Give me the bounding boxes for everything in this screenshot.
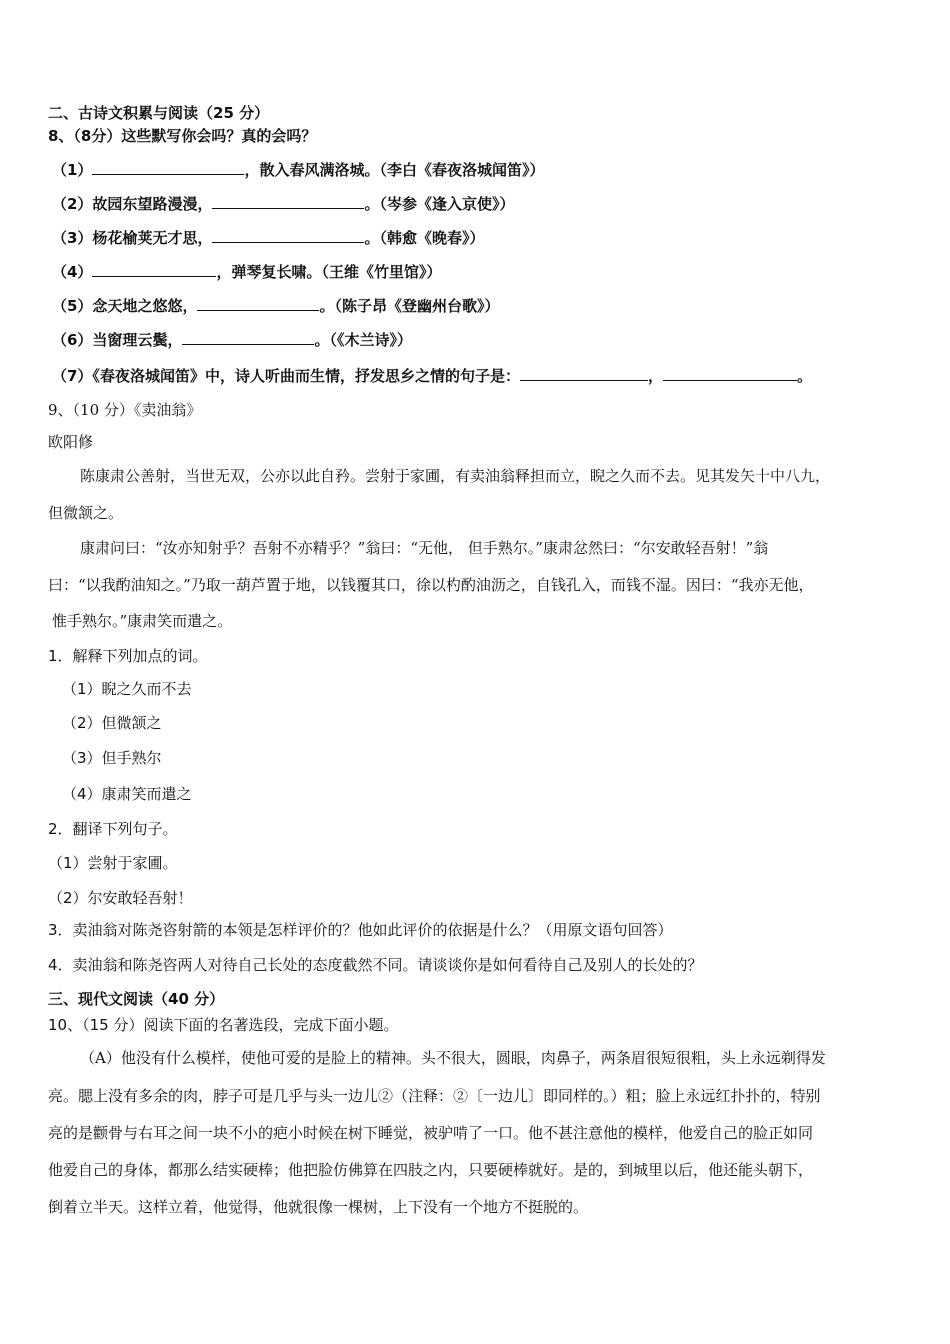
answer-blank[interactable] [92,262,216,277]
passage-paragraph-2-line-1: 康肃问曰：“汝亦知射乎？吾射不亦精乎？”翁曰：“无他， 但手熟尔。”康肃忿然曰：“尔安敢轻吾射！”翁 [80,539,769,557]
q8-item-6-post: 。（《木兰诗》） [314,331,412,349]
q8-item-6-pre: （6）当窗理云鬓， [52,331,183,349]
q9-subquestion-4: 4．卖油翁和陈尧咨两人对待自己长处的态度截然不同。请谈谈你是如何看待自己及别人的长处的？ [48,956,703,974]
answer-blank[interactable] [212,228,364,243]
excerpt-line-1: （A）他没有什么模样，使他可爱的是脸上的精神。头不很大，圆眼，肉鼻子，两条眉很短很粗，头上永远剃得发 [80,1049,826,1067]
q8-item-6 [52,330,412,350]
passage-paragraph-1-line-2: 但微颔之。 [48,504,124,522]
answer-blank[interactable] [663,366,797,381]
q8-item-4-pre: （4） [52,263,93,281]
q8-item-3-pre: （3）杨花榆荚无才思， [52,229,213,247]
q8-item-7-mid: ， [647,367,663,385]
section-3-heading: 三、现代文阅读（40 分） [48,990,225,1008]
excerpt-line-5: 倒着立半天。这样立着，他觉得，他就很像一棵树，上下没有一个地方不挺脱的。 [48,1198,589,1216]
q8-item-2-post: 。（岑参《逢入京使》） [364,195,515,213]
passage-paragraph-1-line-1: 陈康肃公善射，当世无双，公亦以此自矜。尝射于家圃，有卖油翁释担而立，睨之久而不去。见其发矢十中八九， [80,467,831,485]
q9-subquestion-1: 1．解释下列加点的词。 [48,647,208,665]
section-2-heading: 二、古诗文积累与阅读（25 分） [48,104,270,122]
answer-blank[interactable] [212,194,364,209]
q8-item-3-post: 。（韩愈《晚春》） [364,229,485,247]
q9-sub1-item-3: （3）但手熟尔 [62,749,162,767]
q9-subquestion-3: 3．卖油翁对陈尧咨射箭的本领是怎样评价的？他如此评价的依据是什么？（用原文语句回答） [48,921,673,939]
q8-item-4 [52,262,441,282]
q9-subquestion-2: 2．翻译下列句子。 [48,820,178,838]
excerpt-line-4: 他爱自己的身体，都那么结实硬棒；他把脸仿佛算在四肢之内，只要硬棒就好。是的，到城里以后，他还能头朝下， [48,1161,814,1179]
q9-sub1-item-1: （1）睨之久而不去 [62,680,192,698]
answer-blank[interactable] [182,330,314,345]
answer-blank[interactable] [520,366,648,381]
passage-author: 欧阳修 [48,433,94,451]
q9-sub1-item-4: （4）康肃笑而遣之 [62,785,192,803]
q8-item-7-pre: （7）《春夜洛城闻笛》中，诗人听曲而生情，抒发思乡之情的句子是： [52,367,520,385]
q8-item-5-pre: （5）念天地之悠悠， [52,297,198,315]
q8-item-7 [52,366,812,386]
q8-item-2 [52,194,514,214]
q8-item-5 [52,296,499,316]
q9-sub1-item-2: （2）但微颔之 [62,714,162,732]
q8-item-7-post: 。 [796,367,812,385]
q8-item-4-post: ，弹琴复长啸。（王维《竹里馆》） [216,263,442,281]
question-9-title: 9、（10 分）《卖油翁》 [48,401,202,419]
q8-item-2-pre: （2）故园东望路漫漫， [52,195,213,213]
q8-item-3 [52,228,484,248]
question-8-title: 8、（8分）这些默写你会吗？真的会吗？ [48,127,317,145]
q9-sub2-item-1: （1）尝射于家圃。 [48,854,178,872]
q8-item-1-pre: （1） [52,161,93,179]
excerpt-line-2: 亮。腮上没有多余的肉，脖子可是几乎与头一边儿②（注释：②〔一边儿〕即同样的。）粗；脸上永远红扑扑的，特别 [48,1087,821,1105]
q9-sub2-item-2: （2）尔安敢轻吾射！ [48,889,193,907]
q8-item-5-post: 。（陈子昂《登幽州台歌》） [319,297,500,315]
passage-paragraph-2-line-3: 惟手熟尔。”康肃笑而遣之。 [52,612,233,630]
q8-item-1 [52,160,544,180]
passage-paragraph-2-line-2: 曰：“以我酌油知之。”乃取一葫芦置于地，以钱覆其口，徐以杓酌油沥之，自钱孔入，而钱不湿。因曰：“我亦无他， [48,576,814,594]
answer-blank[interactable] [197,296,319,311]
q8-item-1-post: ，散入春风满洛城。（李白《春夜洛城闻笛》） [244,161,545,179]
question-10-title: 10、（15 分）阅读下面的名著选段，完成下面小题。 [48,1016,399,1034]
answer-blank[interactable] [92,160,244,175]
excerpt-line-3: 亮的是颧骨与右耳之间一块不小的疤小时候在树下睡觉，被驴啃了一口。他不甚注意他的模样，他爱自己的脸正如同 [48,1124,814,1142]
